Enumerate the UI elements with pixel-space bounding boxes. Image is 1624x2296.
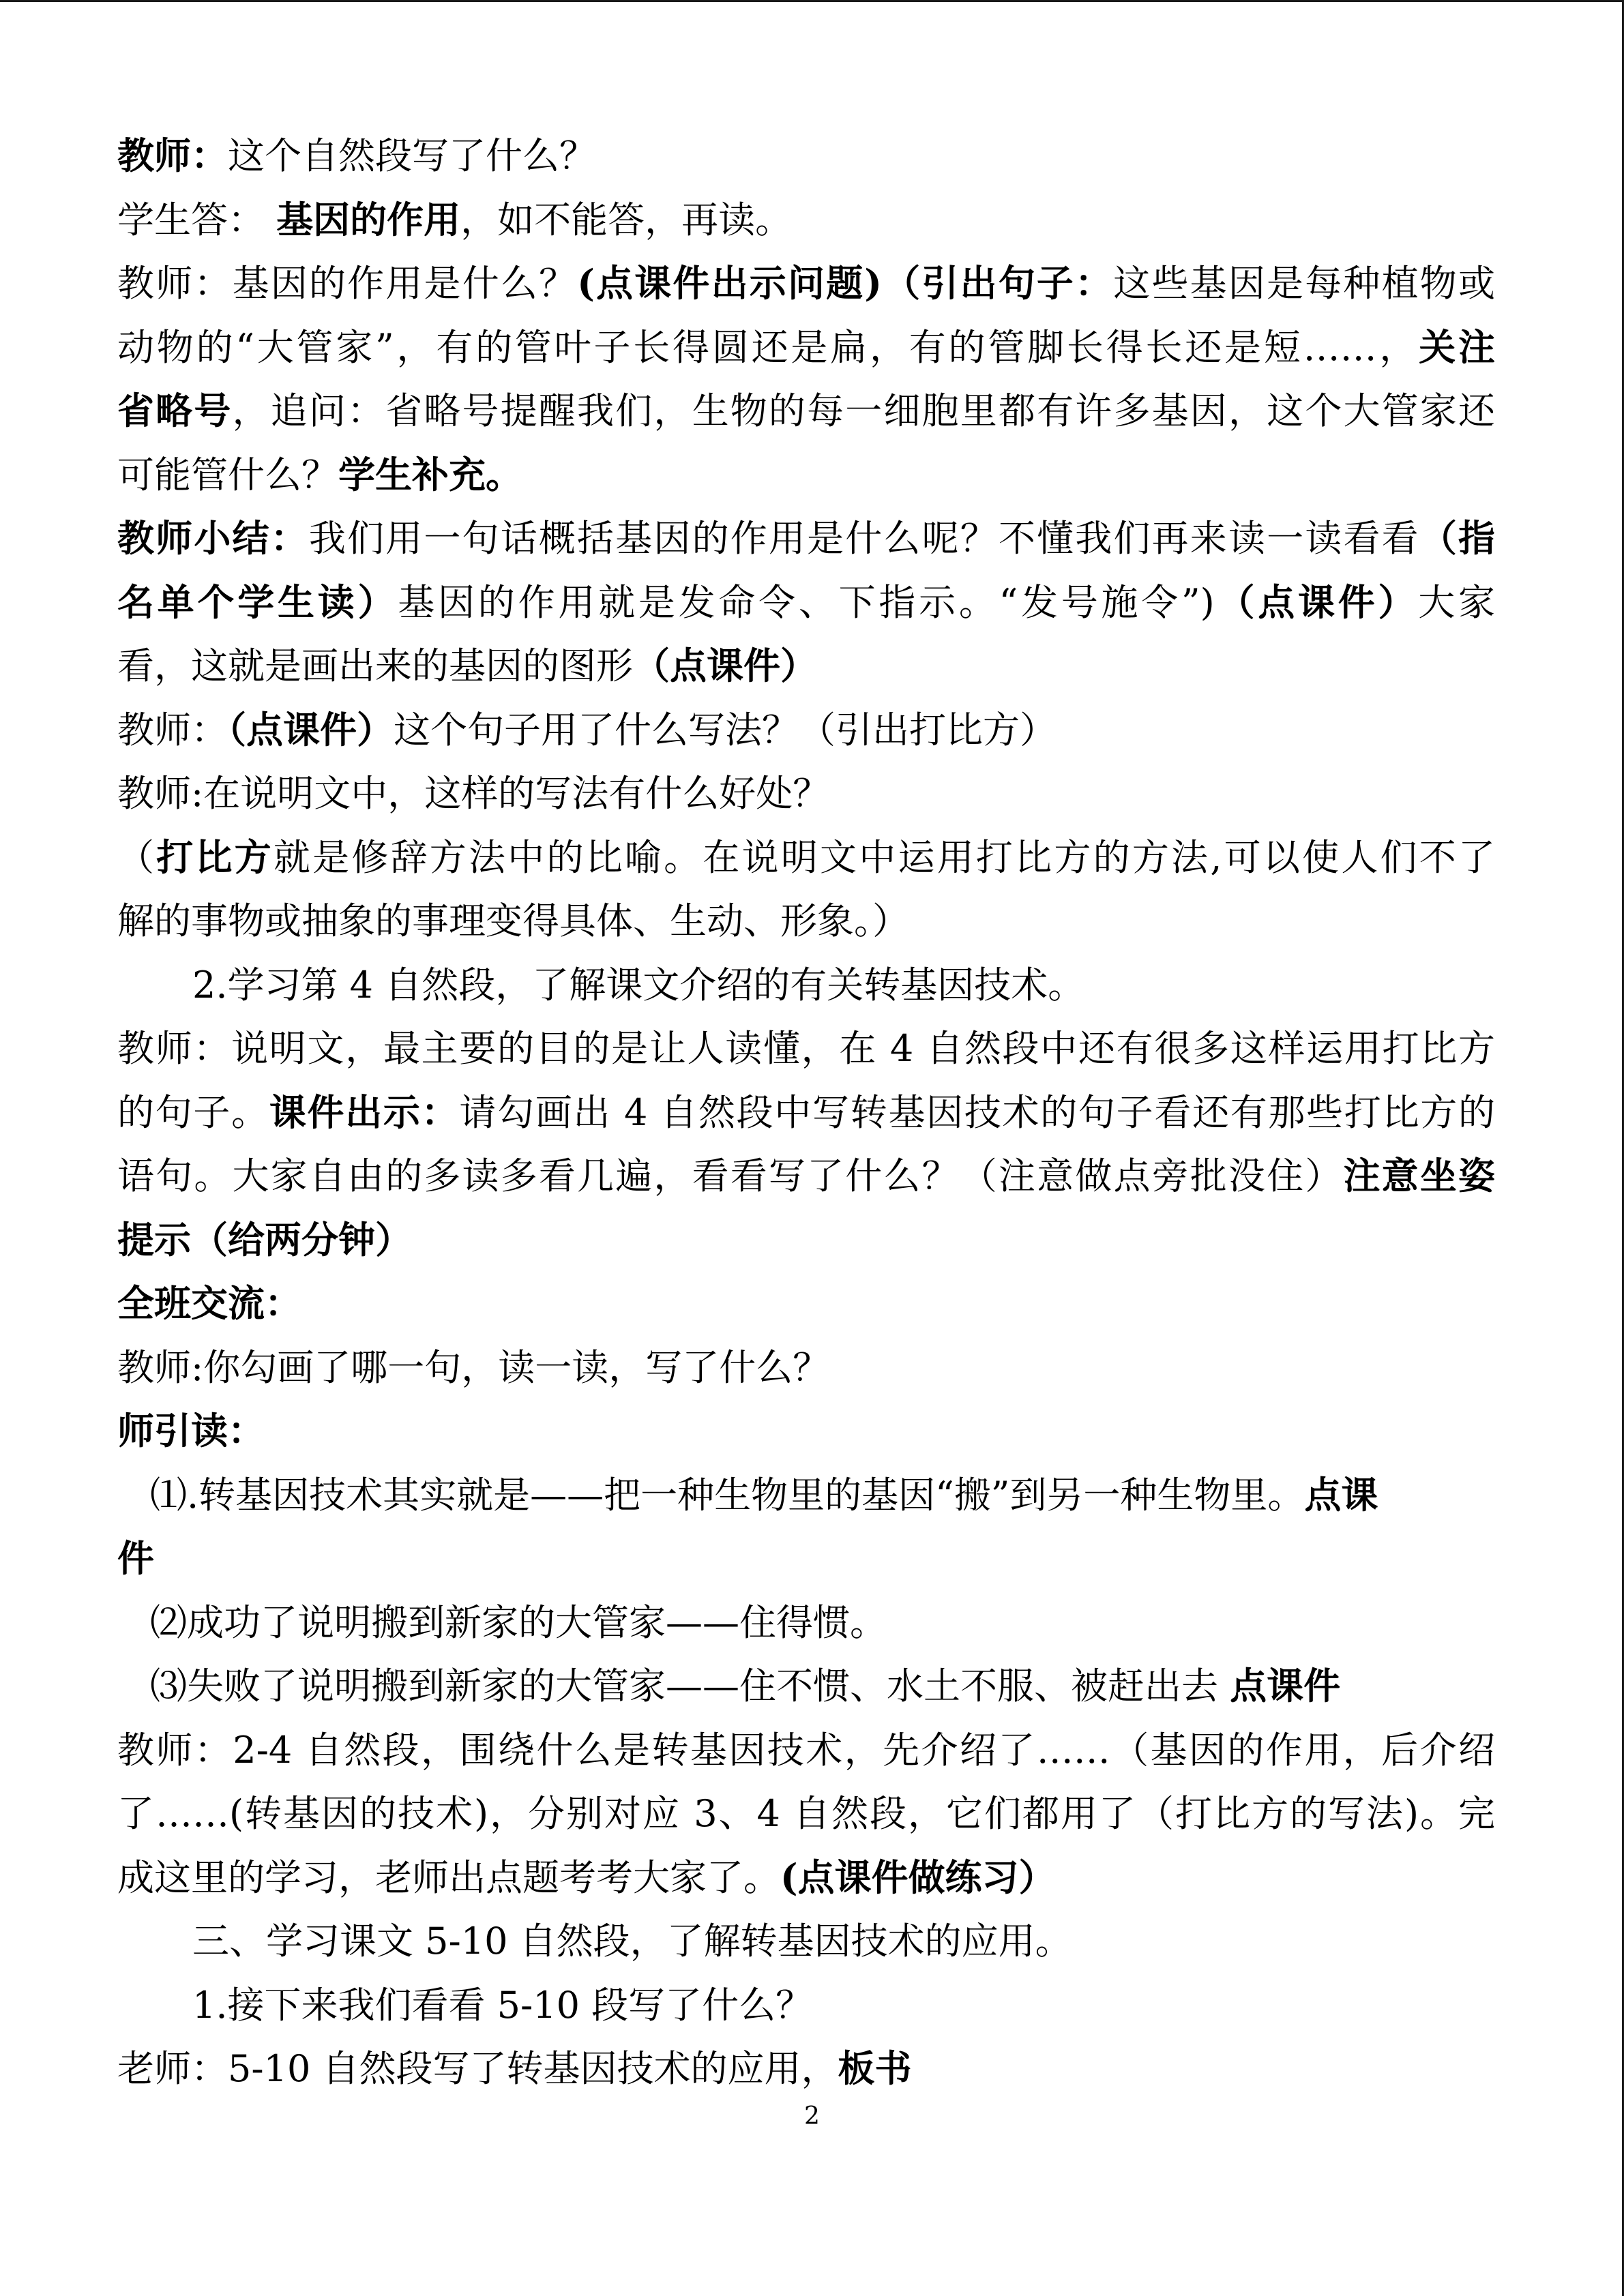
text-run: （ [117,835,157,879]
bold-text-run: 基因的作用 [276,197,461,241]
text-line [117,1654,1495,1718]
bold-text-run: 全班交流： [117,1281,301,1325]
bold-text-run: 名单个学生读） [117,580,398,624]
text-run: 解的事物或抽象的事理变得具体、生动、形象。） [117,899,909,942]
text-line [117,1527,1495,1591]
text-line [117,1017,1495,1081]
text-line [117,1463,1495,1527]
text-line [117,571,1495,635]
text-line [117,1718,1495,1783]
text-run: ，追问：省略号提醒我们，生物的每一细胞里都有许多基因，这个大管家还 [232,389,1495,432]
bold-text-run: 注意坐姿 [1343,1154,1495,1197]
page-top-border [0,0,1624,2]
bold-text-run: 教师小结： [117,516,309,560]
bold-text-run: 省略号 [117,389,233,432]
bold-text-run: 点课 [1304,1472,1378,1517]
text-run: 教师:你勾画了哪一句，读一读，写了什么？ [117,1345,830,1389]
text-line [117,1973,1495,2038]
text-run: 可能管什么？ [117,453,338,496]
text-run: 大家 [1418,580,1496,624]
bold-text-run: （点课件） [1214,580,1419,624]
text-run: 动物的“大管家”，有的管叶子长得圆还是扁，有的管脚长得长还是短……， [117,325,1419,369]
text-line [117,634,1495,698]
bold-text-run: （点课件） [633,644,817,687]
bold-text-run: 打比方 [156,835,274,879]
text-run: 语句。大家自由的多读多看几遍，看看写了什么？（注意做点旁批没住） [117,1154,1344,1197]
text-run: 看，这就是画出来的基因的图形 [117,644,633,687]
bold-text-run: 件 [117,1536,154,1580]
text-line [117,1846,1495,1910]
bold-text-run: 课件出示： [269,1090,460,1134]
text-run: 了……(转基因的技术)，分别对应 3、4 自然段，它们都用了（打比方的写法)。完 [117,1792,1495,1835]
text-line [117,316,1495,380]
text-run: 我们用一句话概括基因的作用是什么呢？不懂我们再来读一读看看 [308,517,1420,560]
bold-text-run: 点课件 [1230,1664,1341,1708]
text-run: 成这里的学习，老师出点题考考大家了。 [117,1855,780,1899]
text-line [117,1208,1495,1272]
bold-text-run: 师引读： [117,1409,265,1452]
text-run: 1.接下来我们看看 5-10 段写了什么？ [192,1983,813,2027]
text-run: 三、学习课文 5-10 自然段，了解转基因技术的应用。 [192,1920,1072,1963]
text-line [117,762,1495,826]
text-run: 教师： [117,708,228,751]
text-line [117,124,1495,188]
text-line [117,443,1495,507]
text-run: 教师：基因的作用是什么？ [117,262,578,305]
bold-text-run: （点课件） [228,707,394,751]
text-line [117,1336,1495,1400]
text-line [117,1591,1495,1655]
text-run: ⑵成功了说明搬到新家的大管家——住得惯。 [150,1600,887,1644]
text-run: ⑶失败了说明搬到新家的大管家——住不惯、水土不服、被赶出去 [150,1665,1230,1708]
text-run: ⑴.转基因技术其实就是——把一种生物里的基因“搬”到另一种生物里。 [150,1473,1305,1517]
text-line [117,698,1495,762]
text-line [117,826,1495,890]
text-line [117,1782,1495,1846]
text-line [117,1272,1495,1336]
text-line [117,1909,1495,1973]
bold-text-run: 关注 [1419,325,1496,369]
text-line [117,1144,1495,1208]
text-line [117,1399,1495,1463]
text-run: 请勾画出 4 自然段中写转基因技术的句子看还有那些打比方的 [459,1090,1495,1134]
text-line [117,507,1495,571]
text-run: 这个自然段写了什么？ [228,134,596,177]
text-run: ，如不能答，再读。 [460,198,793,241]
text-run: 这个句子用了什么写法？（引出打比方） [394,708,1057,751]
page-number: 2 [804,2102,820,2130]
text-line [117,188,1495,252]
text-line [117,379,1495,443]
bold-text-run: （指 [1419,516,1495,560]
text-line [117,252,1495,316]
text-run: 这些基因是每种植物或 [1113,262,1496,305]
text-run: 学生答： [117,198,277,241]
text-line [117,2037,1495,2101]
text-run: 2.学习第 4 自然段，了解课文介绍的有关转基因技术。 [192,963,1085,1007]
text-line [117,1081,1495,1145]
text-run: 老师：5-10 自然段写了转基因技术的应用， [117,2047,838,2090]
text-run: 教师:在说明文中，这样的写法有什么好处？ [117,772,830,815]
text-line [117,953,1495,1017]
bold-text-run: 学生补充。 [338,452,522,496]
text-line [117,889,1495,953]
bold-text-run: 提示（给两分钟） [117,1217,412,1262]
text-run: 教师：2-4 自然段，围绕什么是转基因技术，先介绍了……（基因的作用，后介绍 [117,1728,1495,1772]
bold-text-run: 板书 [838,2046,912,2090]
bold-text-run: 教师： [117,134,228,177]
text-run: 就是修辞方法中的比喻。在说明文中运用打比方的方法,可以使人们不了 [273,835,1496,879]
text-run: 的句子。 [117,1090,269,1134]
text-run: 基因的作用就是发命令、下指示。“发号施令”) [398,580,1215,624]
bold-text-run: (点课件做练习） [780,1855,1056,1899]
lesson-text-body [117,124,1495,2101]
bold-text-run: (点课件出示问题)（引出句子： [577,261,1114,305]
text-run: 教师：说明文，最主要的目的是让人读懂，在 4 自然段中还有很多这样运用打比方 [117,1027,1495,1070]
